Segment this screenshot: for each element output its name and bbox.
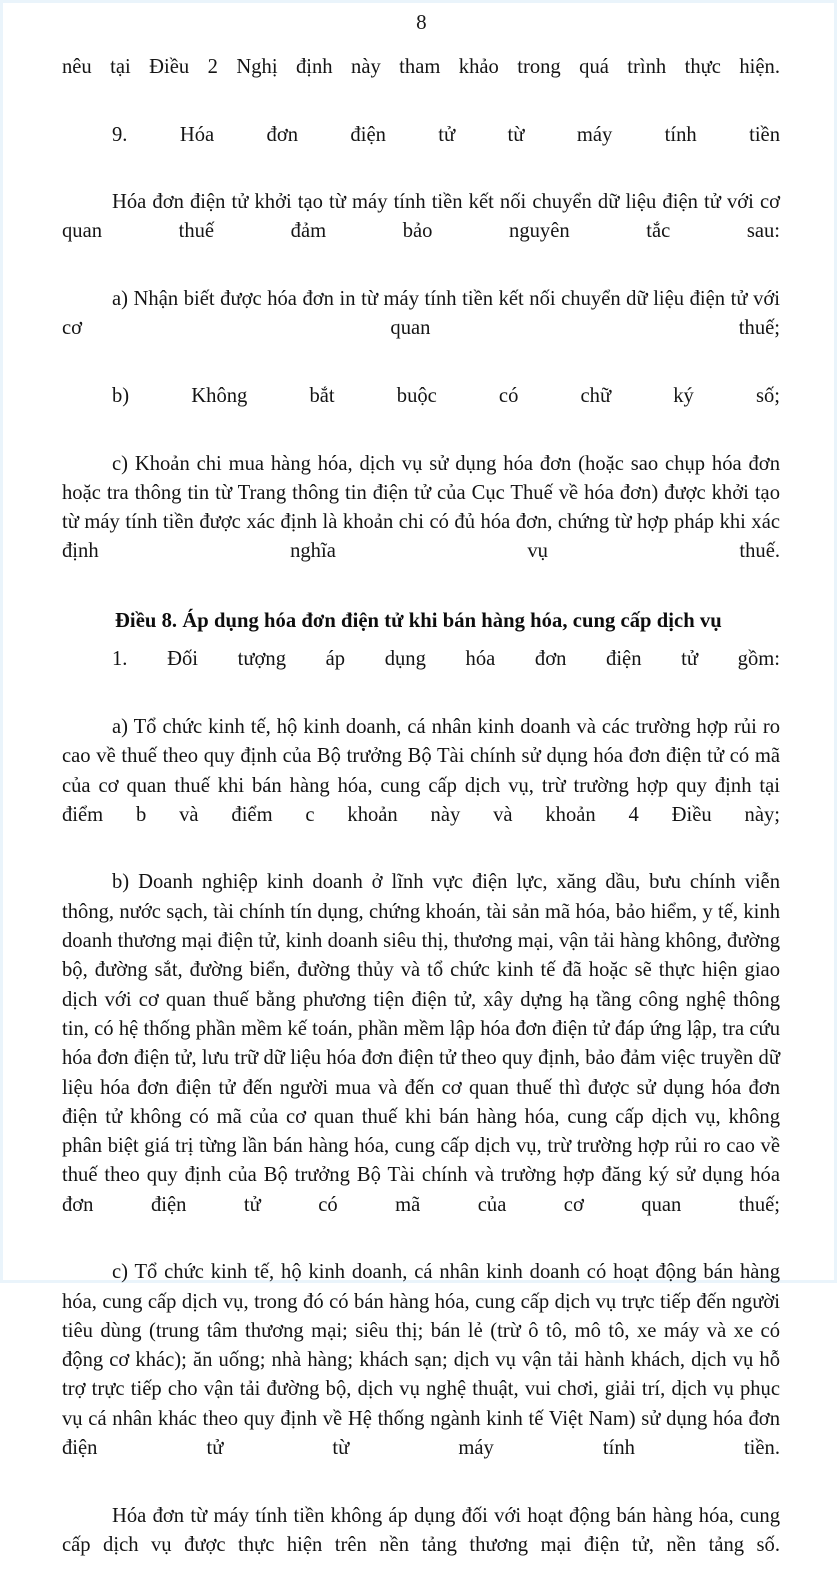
paragraph-9-c: c) Khoản chi mua hàng hóa, dịch vụ sử dụng hóa đơn (hoặc sao chụp hóa đơn hoặc tra thông tin từ Trang thông tin điện tử của Cục Thuế về hóa đơn) được khởi tạo từ máy tính tiền được xác định là khoản chi có đủ hóa đơn, chứng từ hợp pháp khi xác định nghĩa vụ thuế. [62,452,780,563]
paragraph-8-1: 1. Đối tượng áp dụng hóa đơn điện tử gồm: [112,648,780,671]
paragraph-8-1-b: b) Doanh nghiệp kinh doanh ở lĩnh vực điện lực, xăng dầu, bưu chính viễn thông, nước sạch, tài chính tín dụng, chứng khoán, tài sản mã hóa, bảo hiểm, y tế, kinh doanh thương mại điện tử, kinh doanh siêu thị, thương mại, vận tải hàng không, đường bộ, đường sắt, đường biển, đường thủy và tổ chức kinh tế đã hoặc sẽ thực hiện giao dịch với cơ quan thuế bằng phương tiện điện tử, xây dựng hạ tầng công nghệ thông tin, có hệ thống phần mềm kế toán, phần mềm lập hóa đơn điện tử đáp ứng lập, tra cứu hóa đơn điện tử, lưu trữ dữ liệu hóa đơn điện tử theo quy định, bảo đảm việc truyền dữ liệu hóa đơn điện tử đến người mua và đến cơ quan thuế thì được sử dụng hóa đơn điện tử không có mã của cơ quan thuế khi bán hàng hóa, cung cấp dịch vụ, không phân biệt giá trị từng lần bán hàng hóa, cung cấp dịch vụ, trừ trường hợp rủi ro cao về thuế theo quy định của Bộ trưởng Bộ Tài chính và trường hợp đăng ký sử dụng hóa đơn điện tử có mã của cơ quan thuế; [62,871,780,1216]
paragraph-continuation: nêu tại Điều 2 Nghị định này tham khảo trong quá trình thực hiện. [62,56,780,78]
paragraph-8-1-c: c) Tổ chức kinh tế, hộ kinh doanh, cá nhân kinh doanh có hoạt động bán hàng hóa, cung cấp dịch vụ, trong đó có bán hàng hóa, cung cấp dịch vụ trực tiếp đến người tiêu dùng (trung tâm thương mại; siêu thị; bán lẻ (trừ ô tô, mô tô, xe máy và xe có động cơ khác); ăn uống; nhà hàng; khách sạn; dịch vụ vận tải hành khách, dịch vụ hỗ trợ trực tiếp cho vận tải đường bộ, dịch vụ nghệ thuật, vui chơi, giải trí, dịch vụ phục vụ cá nhân khác theo quy định về Hệ thống ngành kinh tế Việt Nam) sử dụng hóa đơn điện tử từ máy tính tiền. [62,1261,780,1460]
section-heading-dieu-8: Điều 8. Áp dụng hóa đơn điện tử khi bán hàng hóa, cung cấp dịch vụ [115,610,722,633]
paragraph-8-1-a: a) Tổ chức kinh tế, hộ kinh doanh, cá nhân kinh doanh và các trường hợp rủi ro cao về thuế theo quy định của Bộ trưởng Bộ Tài chính sử dụng hóa đơn điện tử có mã của cơ quan thuế khi bán hàng hóa, cung cấp dịch vụ, trừ trường hợp quy định tại điểm b và điểm c khoản này và khoản 4 Điều này; [62,715,780,826]
paragraph-9-a: a) Nhận biết được hóa đơn in từ máy tính tiền kết nối chuyển dữ liệu điện tử với cơ quan thuế; [62,288,780,340]
paragraph-9-b: b) Không bắt buộc có chữ ký số; [112,384,780,407]
paragraph-item-9: 9. Hóa đơn điện tử từ máy tính tiền [112,123,780,146]
paragraph-item-9-body: Hóa đơn điện tử khởi tạo từ máy tính tiền kết nối chuyển dữ liệu điện tử với cơ quan thuế đảm bảo nguyên tắc sau: [62,191,780,243]
document-body [62,53,780,1590]
paragraph-8-1-c-note: Hóa đơn từ máy tính tiền không áp dụng đối với hoạt động bán hàng hóa, cung cấp dịch vụ được thực hiện trên nền tảng thương mại điện tử, nền tảng số. [62,1504,780,1556]
page-number: 8 [416,10,427,34]
